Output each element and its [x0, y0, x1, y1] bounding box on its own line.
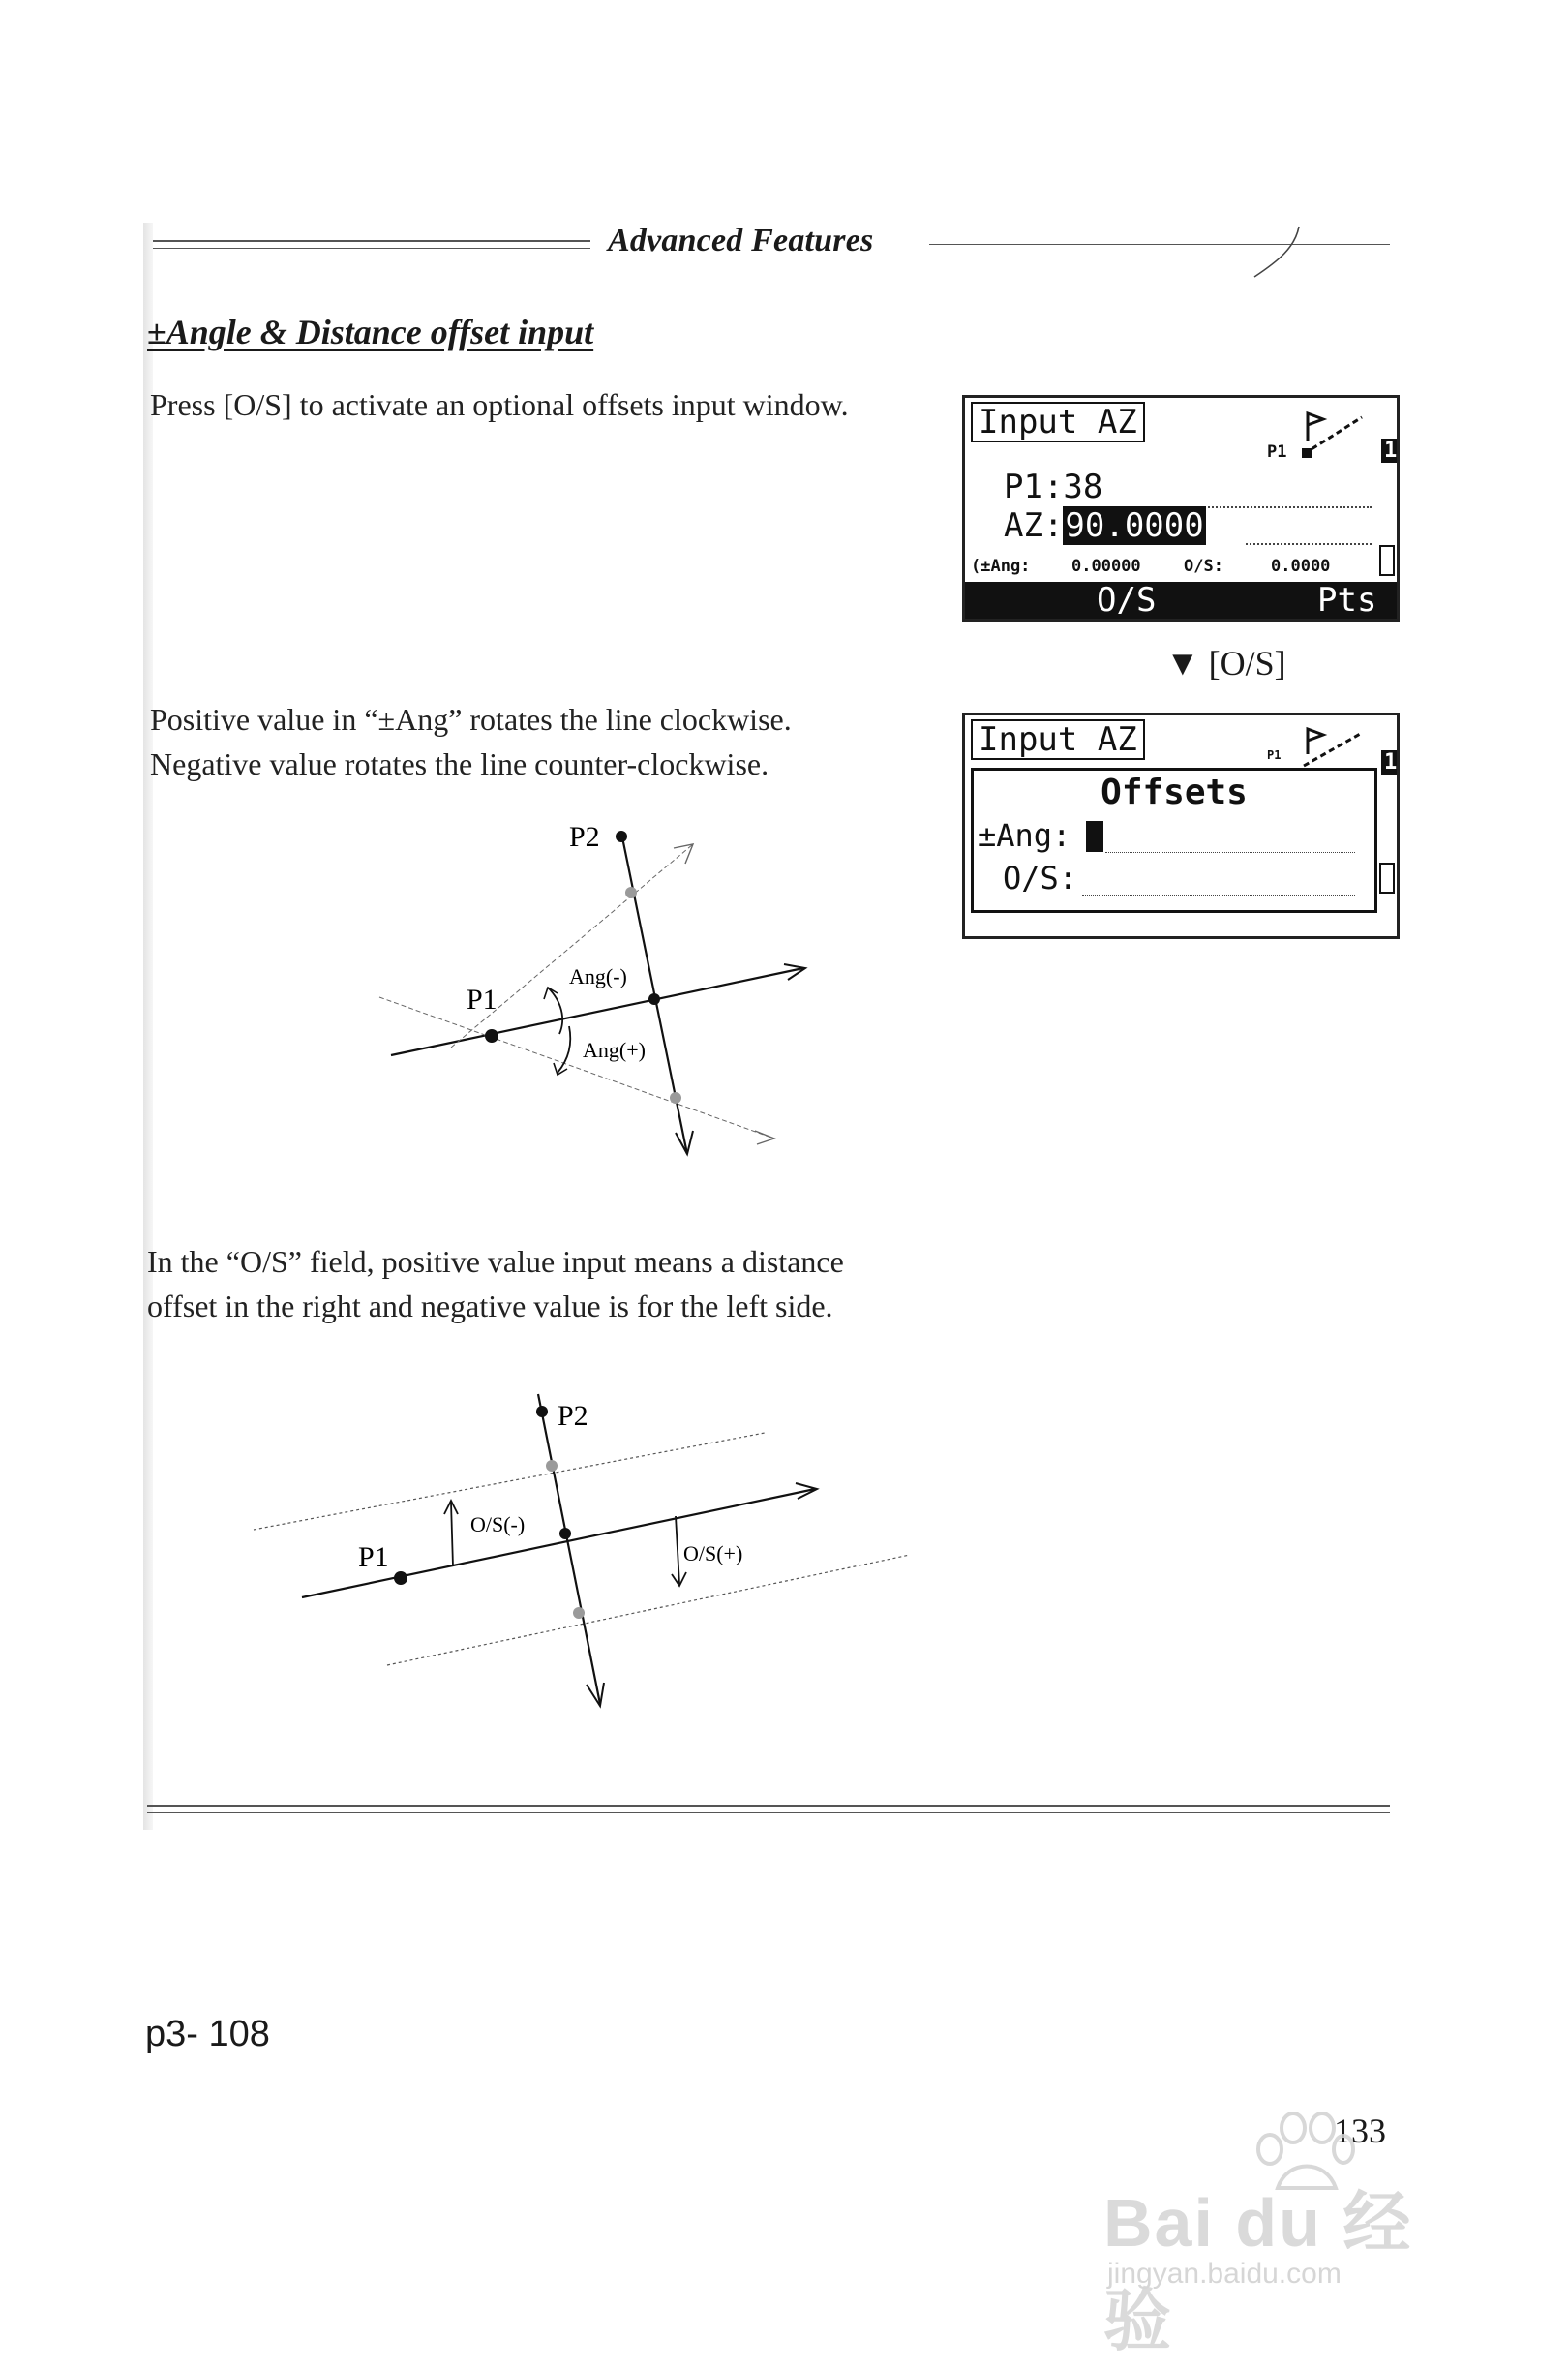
ang-field-cursor[interactable]	[1086, 821, 1103, 852]
offset-line-lower	[387, 1555, 910, 1665]
ang-neg-label: Ang(-)	[569, 964, 627, 988]
os-key-caption: ▼ [O/S]	[1165, 644, 1286, 683]
paragraph-positive-ang	[150, 697, 924, 786]
rotated-pos-line	[379, 997, 774, 1139]
p1-point-2	[394, 1571, 407, 1585]
os-pos-arrow	[676, 1516, 679, 1584]
line-point-icon-2	[1294, 723, 1372, 772]
lcd2-title: Input AZ	[971, 719, 1145, 760]
header-flourish	[1249, 219, 1307, 287]
az-label: AZ:	[1004, 506, 1064, 545]
ang-value: 0.00000	[1071, 557, 1141, 576]
p2-label: P2	[569, 821, 600, 853]
intersection-point	[648, 993, 660, 1005]
lcd-title: Input AZ	[971, 402, 1145, 442]
lower-intersection-point	[573, 1607, 585, 1619]
az-dotted-line	[1246, 543, 1372, 545]
p1-value[interactable]: 38	[1063, 468, 1103, 506]
pos-intersection-point	[670, 1092, 681, 1104]
ang-field-dots	[1105, 852, 1355, 853]
paragraph-positive-ang-line1: Positive value in “±Ang” rotates the line clockwise.	[150, 702, 792, 737]
lcd2-page-badge: 1	[1381, 750, 1400, 775]
os-value: 0.0000	[1271, 557, 1331, 576]
header-title: Advanced Features	[608, 223, 874, 258]
p2-label-2: P2	[558, 1400, 588, 1432]
ang-label: (±Ang:	[971, 557, 1031, 576]
popup-title: Offsets	[1101, 773, 1248, 812]
os-label: O/S:	[1184, 557, 1223, 576]
footer-rule-2	[147, 1812, 1390, 1813]
distance-offset-diagram	[242, 1384, 920, 1714]
softkey-pts[interactable]: Pts	[1317, 581, 1377, 620]
os-field-dots[interactable]	[1082, 895, 1355, 896]
os-pos-label: O/S(+)	[683, 1541, 743, 1565]
p2-point-2	[536, 1406, 548, 1417]
battery-icon-2	[1379, 863, 1395, 894]
footer-rule	[147, 1805, 1390, 1807]
page-reference: p3- 108	[145, 2014, 270, 2054]
paragraph-positive-ang-line2: Negative value rotates the line counter-clockwise.	[150, 746, 769, 781]
lcd-p1-row	[1004, 468, 1102, 506]
p1-label: P1	[467, 984, 498, 1016]
lcd-point-label: P1	[1267, 442, 1287, 462]
header-rule-left	[153, 240, 590, 242]
battery-icon	[1379, 545, 1395, 576]
neg-intersection-point	[625, 887, 637, 898]
watermark	[1103, 2111, 1471, 2358]
perp-arrowhead-2	[587, 1683, 604, 1706]
upper-intersection-point	[546, 1460, 558, 1472]
p1-label: P1:	[1004, 468, 1064, 506]
rotated-pos-arrowhead	[755, 1131, 774, 1144]
offsets-popup	[971, 768, 1377, 913]
watermark-logo: Bai du 经验	[1103, 2185, 1413, 2358]
lcd-screen-offsets	[962, 713, 1400, 939]
section-title: ±Angle & Distance offset input	[147, 313, 594, 351]
p2-point	[616, 831, 627, 842]
lcd-screen-input-az	[962, 395, 1400, 622]
header-rule-right	[929, 244, 1390, 245]
az-value[interactable]: 90.0000	[1065, 506, 1204, 545]
softkey-os[interactable]: O/S	[1097, 581, 1157, 620]
p1-label-2: P1	[358, 1541, 389, 1573]
line-point-icon	[1294, 406, 1372, 464]
ang-field-label: ±Ang:	[978, 817, 1071, 854]
watermark-url: jingyan.baidu.com	[1107, 2258, 1342, 2290]
ang-pos-label: Ang(+)	[583, 1038, 646, 1062]
base-intersection-point	[559, 1528, 571, 1539]
header-rule-left-2	[153, 248, 590, 249]
os-neg-label: O/S(-)	[470, 1512, 526, 1536]
angle-offset-diagram	[368, 794, 832, 1171]
lcd2-point-label: P1	[1267, 748, 1282, 762]
p1-point	[485, 1029, 498, 1043]
softkey-bar	[965, 582, 1397, 619]
page-number: 133	[1334, 2112, 1386, 2150]
lcd-page-badge: 1	[1381, 439, 1400, 463]
scan-edge-shadow	[143, 223, 153, 1830]
ang-neg-arc	[548, 988, 562, 1034]
lcd-az-row	[1004, 506, 1206, 545]
paragraph-os-field: In the “O/S” field, positive value input means a distance offset in the right and negative value is for the left side.	[147, 1244, 844, 1323]
os-neg-arrow	[451, 1503, 453, 1566]
paragraph-press-os: Press [O/S] to activate an optional offsets input window.	[150, 387, 849, 422]
perp-line-2	[538, 1394, 600, 1704]
os-field-label: O/S:	[1003, 860, 1078, 896]
